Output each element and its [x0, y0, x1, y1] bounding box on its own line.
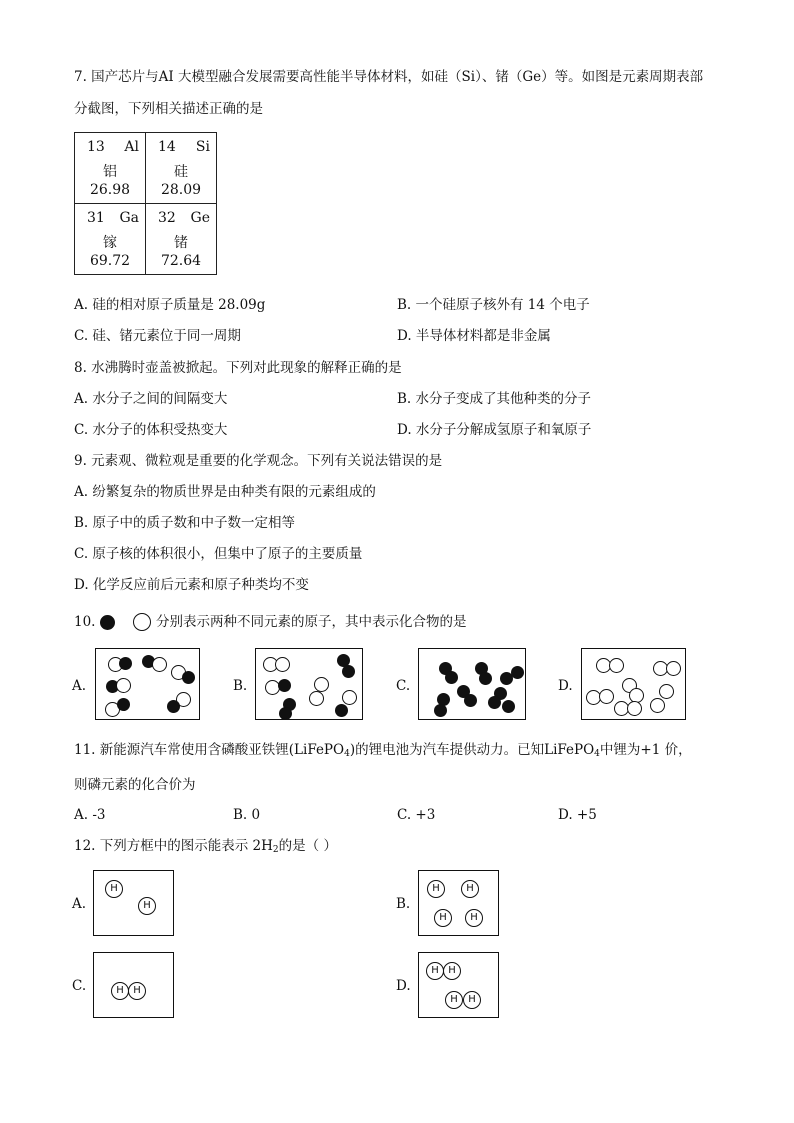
atomic-number: 13 [87, 139, 105, 155]
q10-option-c-label[interactable]: C. [396, 678, 411, 694]
element-name: 锗 [174, 235, 188, 251]
q11-option-a[interactable]: A. -3 [74, 807, 106, 823]
black-atom [479, 672, 492, 685]
atomic-mass: 69.72 [89, 253, 131, 269]
q11-option-c[interactable]: C. +3 [397, 807, 436, 823]
q12-option-c-box[interactable] [93, 952, 174, 1018]
q12-option-b-box[interactable] [418, 870, 499, 936]
q8-stem: 8. 水沸腾时壶盖被掀起。下列对此现象的解释正确的是 [74, 360, 402, 376]
element-cell-si [146, 133, 216, 203]
h-atom: H [461, 880, 479, 898]
black-atom [502, 700, 515, 713]
black-atom [342, 665, 355, 678]
element-name: 镓 [103, 235, 117, 251]
q9-option-c[interactable]: C. 原子核的体积很小，但集中了原子的主要质量 [74, 546, 363, 562]
q7-stem-line2: 分截图，下列相关描述正确的是 [74, 101, 263, 117]
q11-stem-b: 的锂电池为汽车提供动力。已知 [355, 742, 545, 758]
q10-option-b-label[interactable]: B. [233, 678, 248, 694]
q10-option-b-box[interactable] [255, 648, 363, 720]
q11-formula-2 [544, 742, 600, 758]
h-atom: H [138, 897, 156, 915]
white-atom [309, 691, 324, 706]
black-atom [119, 657, 132, 670]
h-atom: H [128, 982, 146, 1000]
q10-option-c-box[interactable] [418, 648, 526, 720]
q10-number: 10. [74, 614, 96, 630]
formula-text: (LiFePO [288, 742, 345, 758]
white-atom-legend-icon [133, 613, 151, 631]
black-atom [167, 700, 180, 713]
element-cell-al [75, 133, 145, 203]
black-atom [511, 666, 524, 679]
q12-stem [74, 837, 337, 859]
q10-option-d-box[interactable] [581, 648, 686, 720]
atomic-mass: 72.64 [160, 253, 202, 269]
h-atom: H [427, 880, 445, 898]
white-atom [627, 701, 642, 716]
q11-stem-c: 中锂为+1 价， [599, 742, 692, 758]
white-atom [342, 690, 357, 705]
formula-subscript: 4 [344, 749, 350, 759]
black-atom [117, 698, 130, 711]
white-atom [116, 678, 131, 693]
atomic-mass: 28.09 [160, 182, 202, 198]
q8-option-b[interactable]: B. 水分子变成了其他种类的分子 [397, 391, 592, 407]
periodic-table-excerpt [74, 132, 217, 275]
h-atom: H [465, 909, 483, 927]
black-atom [335, 704, 348, 717]
q10-option-a-label[interactable]: A. [72, 678, 87, 694]
h-atom: H [445, 991, 463, 1009]
white-atom [659, 684, 674, 699]
q12-option-a-box[interactable] [93, 870, 174, 936]
element-cell-ge [146, 204, 216, 274]
black-atom [434, 704, 447, 717]
black-atom [182, 671, 195, 684]
q9-stem: 9. 元素观、微粒观是重要的化学观念。下列有关说法错误的是 [74, 453, 443, 469]
q9-option-a[interactable]: A. 纷繁复杂的物质世界是由种类有限的元素组成的 [74, 484, 376, 500]
q12-option-d-box[interactable] [418, 952, 499, 1018]
white-atom [666, 661, 681, 676]
formula-text: LiFePO [544, 742, 595, 758]
q8-option-c[interactable]: C. 水分子的体积受热变大 [74, 422, 228, 438]
atomic-number: 31 [87, 210, 105, 226]
q7-stem-line1: 7. 国产芯片与AI 大模型融合发展需要高性能半导体材料，如硅（Si）、锗（Ge）等。如图是元素周期表部 [74, 69, 704, 85]
black-atom [464, 694, 477, 707]
q7-option-c[interactable]: C. 硅、锗元素位于同一周期 [74, 328, 241, 344]
q12-option-b-label[interactable]: B. [396, 896, 411, 912]
q7-option-a[interactable]: A. 硅的相对原子质量是 28.09g [74, 297, 266, 313]
h-atom: H [105, 880, 123, 898]
q11-stem-line2: 则磷元素的化合价为 [74, 777, 196, 793]
q12-option-a-label[interactable]: A. [72, 896, 87, 912]
q11-option-d[interactable]: D. +5 [558, 807, 597, 823]
q10-option-a-box[interactable] [95, 648, 200, 720]
element-symbol: Si [195, 139, 210, 155]
element-name: 硅 [174, 164, 188, 180]
atomic-number: 14 [158, 139, 176, 155]
q12-option-d-label[interactable]: D. [396, 978, 411, 994]
q12-stem-a: 12. 下列方框中的图示能表示 2H [74, 838, 273, 854]
black-atom [488, 696, 501, 709]
black-atom [445, 671, 458, 684]
h-atom: H [111, 982, 129, 1000]
q8-option-a[interactable]: A. 水分子之间的间隔变大 [74, 391, 228, 407]
q11-formula-1 [289, 742, 355, 758]
element-symbol: Ge [190, 210, 210, 226]
white-atom [599, 689, 614, 704]
black-atom [279, 707, 292, 720]
q8-option-d[interactable]: D. 水分子分解成氢原子和氧原子 [397, 422, 592, 438]
q7-option-b[interactable]: B. 一个硅原子核外有 14 个电子 [397, 297, 590, 313]
q11-stem-a: 11. 新能源汽车常使用含磷酸亚铁锂 [74, 742, 289, 758]
element-symbol: Ga [119, 210, 139, 226]
white-atom [152, 657, 167, 672]
formula-subscript: 4 [594, 749, 600, 759]
q11-option-b[interactable]: B. 0 [233, 807, 261, 823]
q7-option-d[interactable]: D. 半导体材料都是非金属 [397, 328, 551, 344]
q12-stem-b: 的是（ ） [278, 838, 337, 854]
atomic-number: 32 [158, 210, 176, 226]
q11-stem-line1 [74, 741, 692, 763]
q9-option-d[interactable]: D. 化学反应前后元素和原子种类均不变 [74, 577, 309, 593]
h-atom: H [443, 962, 461, 980]
element-cell-ga [75, 204, 145, 274]
white-atom [650, 698, 665, 713]
atomic-mass: 26.98 [89, 182, 131, 198]
formula-close: ) [349, 742, 356, 758]
h-atom: H [463, 991, 481, 1009]
q10-stem: 分别表示两种不同元素的原子，其中表示化合物的是 [156, 614, 467, 630]
element-name: 铝 [103, 164, 117, 180]
white-atom [314, 677, 329, 692]
q9-option-b[interactable]: B. 原子中的质子数和中子数一定相等 [74, 515, 296, 531]
black-atom [278, 679, 291, 692]
white-atom [275, 657, 290, 672]
element-symbol: Al [124, 139, 139, 155]
white-atom [609, 658, 624, 673]
h-atom: H [434, 909, 452, 927]
black-atom-legend-icon [100, 615, 115, 630]
q12-option-c-label[interactable]: C. [72, 978, 87, 994]
q12-stem-subscript: 2 [272, 845, 279, 855]
q10-option-d-label[interactable]: D. [558, 678, 573, 694]
h-atom: H [426, 962, 444, 980]
